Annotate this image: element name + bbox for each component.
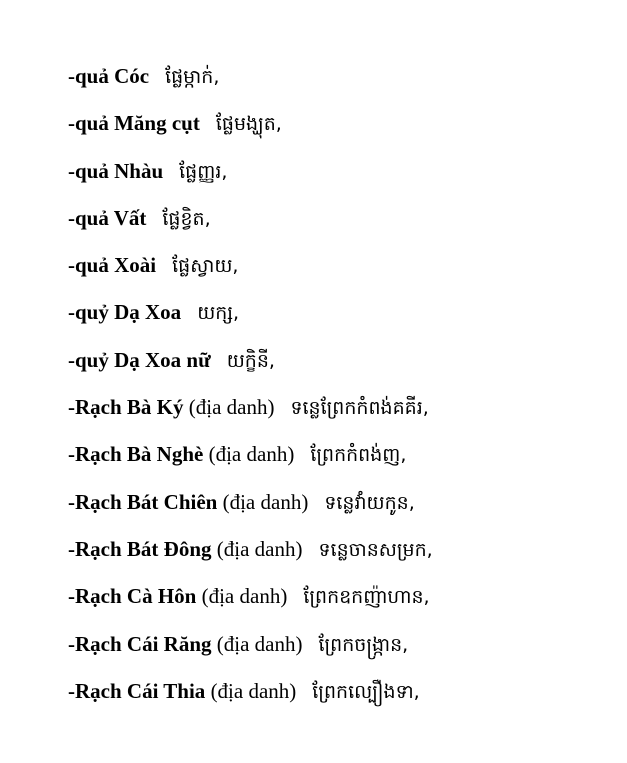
entry-term: -quả Xoài xyxy=(68,253,157,278)
dictionary-entry xyxy=(68,676,433,723)
entry-khmer-translation: ផ្លែខ្វិត, xyxy=(162,207,211,230)
entry-term: -Rạch Bà Nghè xyxy=(68,442,204,467)
dictionary-entry xyxy=(68,108,433,155)
entry-term: -Rạch Bát Chiên xyxy=(68,489,218,514)
entry-term: -Rạch Cái Răng xyxy=(68,631,212,656)
dictionary-entry xyxy=(68,629,433,676)
entry-note: (địa danh) xyxy=(216,631,303,656)
entry-term: -quả Vất xyxy=(68,205,147,230)
dictionary-entry xyxy=(68,534,433,581)
entry-note: (địa danh) xyxy=(216,536,303,561)
dictionary-entry xyxy=(68,156,433,203)
entry-khmer-translation: ព្រែកល្បឿងទា, xyxy=(312,680,420,703)
dictionary-entry xyxy=(68,61,433,108)
entry-khmer-translation: ព្រែកកំពង់ញ, xyxy=(310,444,407,467)
entry-note: (địa danh) xyxy=(201,584,288,609)
entry-note: (địa danh) xyxy=(222,489,309,514)
entry-khmer-translation: ព្រែកឧកញ៉ាហាន, xyxy=(303,586,430,609)
entry-term: -quả Măng cụt xyxy=(68,111,200,136)
entry-note: (địa danh) xyxy=(188,395,275,420)
entry-khmer-translation: ទន្លេវាំយកូន, xyxy=(324,491,415,514)
entry-khmer-translation: ផ្លែញ្ញរ, xyxy=(179,160,228,183)
entry-term: -Rạch Bà Ký xyxy=(68,395,184,420)
dictionary-entry xyxy=(68,392,433,439)
entry-khmer-translation: ផ្លែម្កាក់, xyxy=(165,66,220,88)
entry-term: -Rạch Cà Hôn xyxy=(68,584,197,609)
dictionary-entry xyxy=(68,487,433,534)
dictionary-entry-list xyxy=(68,61,433,723)
entry-term: -quả Nhàu xyxy=(68,158,164,183)
entry-khmer-translation: យក្ខិនី, xyxy=(226,349,275,372)
entry-term: -quả Cóc xyxy=(68,64,150,88)
dictionary-entry xyxy=(68,203,433,250)
dictionary-entry xyxy=(68,345,433,392)
entry-khmer-translation: យក្ស, xyxy=(197,302,240,325)
dictionary-entry xyxy=(68,581,433,628)
entry-note: (địa danh) xyxy=(208,442,295,467)
entry-term: -quỷ Dạ Xoa nữ xyxy=(68,347,211,372)
dictionary-entry xyxy=(68,297,433,344)
entry-khmer-translation: ផ្លែស្វាយ, xyxy=(172,255,239,278)
dictionary-entry xyxy=(68,439,433,486)
entry-khmer-translation: ព្រែកចង្ក្រាន, xyxy=(318,633,409,656)
entry-term: -Rạch Cái Thia xyxy=(68,678,206,703)
entry-note: (địa danh) xyxy=(210,678,297,703)
entry-term: -quỷ Dạ Xoa xyxy=(68,300,182,325)
entry-khmer-translation: ទន្លេចានសម្រក, xyxy=(318,538,433,561)
entry-khmer-translation: ផ្លែមង្ឃុត, xyxy=(215,113,282,136)
entry-term: -Rạch Bát Đông xyxy=(68,536,212,561)
dictionary-entry xyxy=(68,250,433,297)
entry-khmer-translation: ទន្លេព្រែកកំពង់គគីរ, xyxy=(290,397,429,420)
